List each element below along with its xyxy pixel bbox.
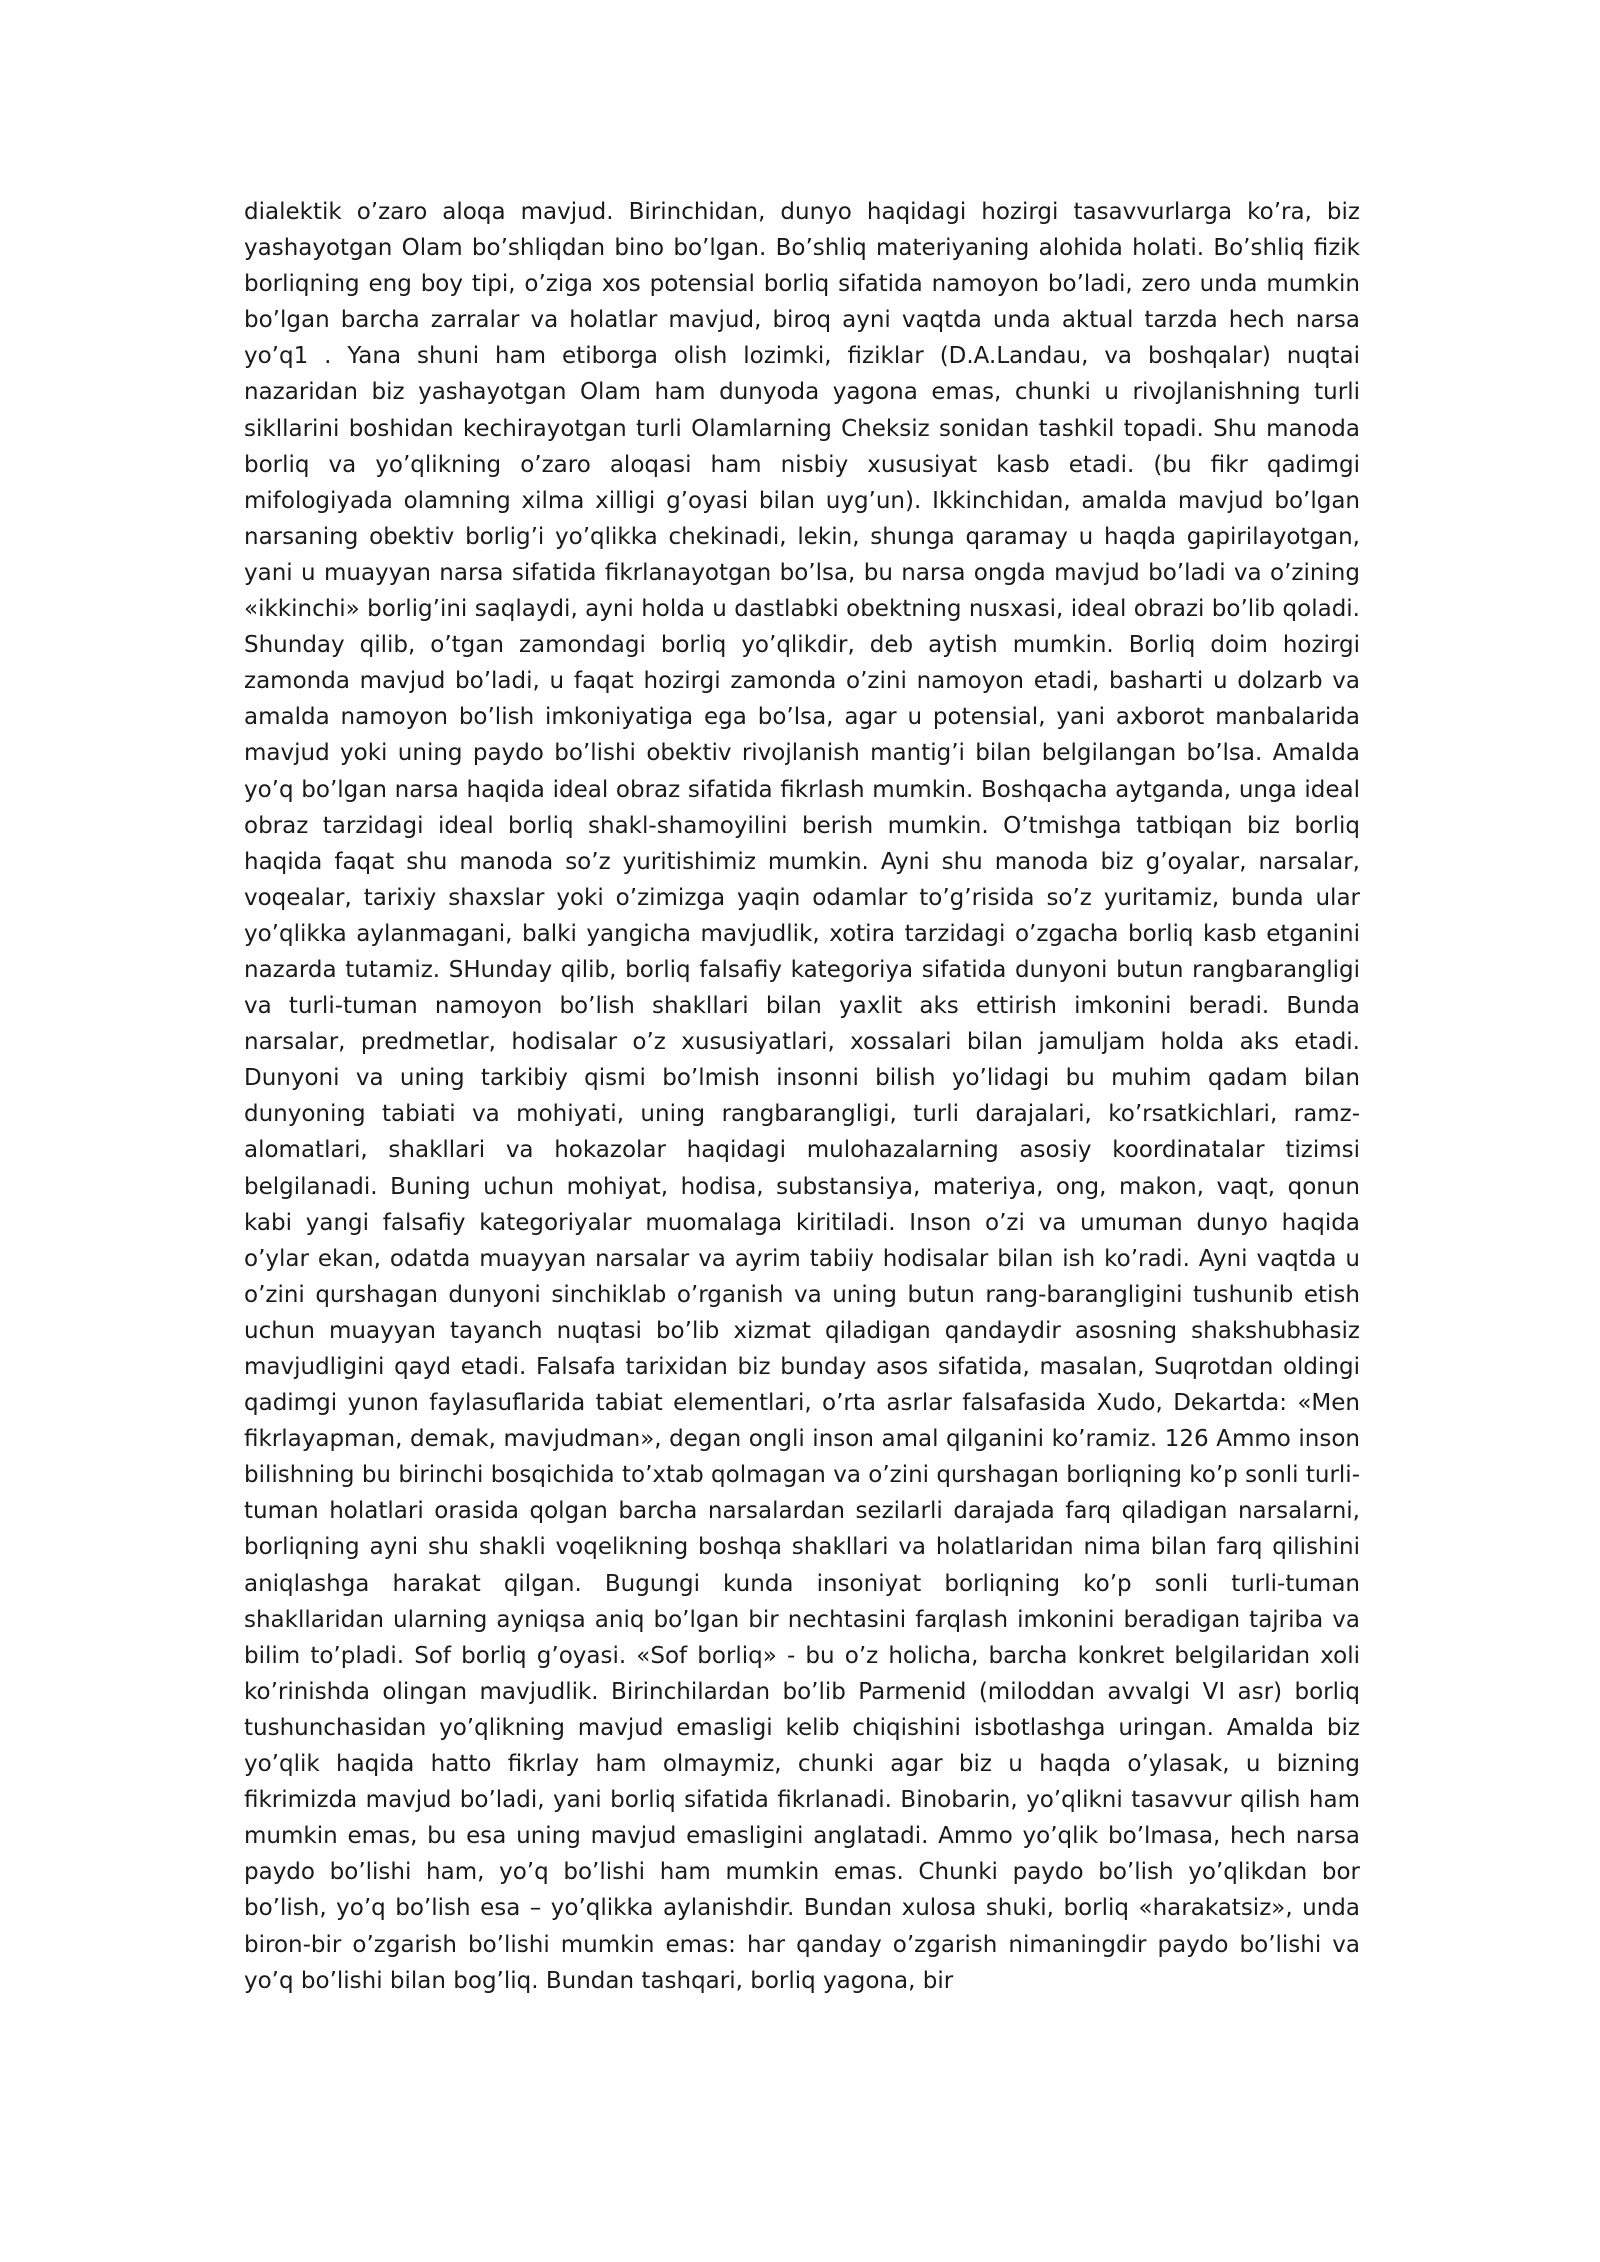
body-paragraph: dialektik o’zaro aloqa mavjud. Birinchidan, dunyo haqidagi hozirgi tasavvurlarga ko’ra, biz yashayotgan Olam bo’shliqdan bino bo’lgan. Bo’shliq materiyaning alohida holati. Bo’shliq fizik borliqning eng boy tipi, o’ziga xos potensial borliq sifatida namoyon bo’ladi, zero unda mumkin bo’lgan barcha zarralar va holatlar mavjud, biroq ayni vaqtda unda aktual tarzda hech narsa yo’q1 . Yana shuni ham etiborga olish lozimki, fiziklar (D.A.Landau, va boshqalar) nuqtai nazaridan biz yashayotgan Olam ham dunyoda yagona emas, chunki u rivojlanishning turli sikllarini boshidan kechirayotgan turli Olamlarning Cheksiz sonidan tashkil topadi. Shu manoda borliq va yo’qlikning o’zaro aloqasi ham nisbiy xususiyat kasb etadi. (bu fikr qadimgi mifologiyada olamning xilma xilligi g’oyasi bilan uyg’un). Ikkinchidan, amalda mavjud bo’lgan narsaning obektiv borlig’i yo’qlikka chekinadi, lekin, shunga qaramay u haqda gapirilayotgan, yani u muayyan narsa sifatida fikrlanayotgan bo’lsa, bu narsa ongda mavjud bo’ladi va o’zining «ikkinchi» borlig’ini saqlaydi, ayni holda u dastlabki obektning nusxasi, ideal obrazi bo’lib qoladi. Shunday qilib, o’tgan zamondagi borliq yo’qlikdir, deb aytish mumkin. Borliq doim hozirgi zamonda mavjud bo’ladi, u faqat hozirgi zamonda o’zini namoyon etadi, basharti u dolzarb va amalda namoyon bo’lish imkoniyatiga ega bo’lsa, agar u potensial, yani axborot manbalarida mavjud yoki uning paydo bo’lishi obektiv rivojlanish mantig’i bilan belgilangan bo’lsa. Amalda yo’q bo’lgan narsa haqida ideal obraz sifatida fikrlash mumkin. Boshqacha aytganda, unga ideal obraz tarzidagi ideal borliq shakl-shamoyilini berish mumkin. O’tmishga tatbiqan biz borliq haqida faqat shu manoda so’z yuritishimiz mumkin. Ayni shu manoda biz g’oyalar, narsalar, voqealar, tarixiy shaxslar yoki o’zimizga yaqin odamlar to’g’risida so’z yuritamiz, bunda ular yo’qlikka aylanmagani, balki yangicha mavjudlik, xotira tarzidagi o’zgacha borliq kasb etganini nazarda tutamiz. SHunday qilib, borliq falsafiy kategoriya sifatida dunyoni butun rangbarangligi va turli-tuman namoyon bo’lish shakllari bilan yaxlit aks ettirish imkonini beradi. Bunda narsalar, predmetlar, hodisalar o’z xususiyatlari, xossalari bilan jamuljam holda aks etadi. Dunyoni va uning tarkibiy qismi bo’lmish insonni bilish yo’lidagi bu muhim qadam bilan dunyoning tabiati va mohiyati, uning rangbarangligi, turli darajalari, ko’rsatkichlari, ramz-alomatlari, shakllari va hokazolar haqidagi mulohazalarning asosiy koordinatalar tizimsi belgilanadi. Buning uchun mohiyat, hodisa, substansiya, materiya, ong, makon, vaqt, qonun kabi yangi falsafiy kategoriyalar muomalaga kiritiladi. Inson o’zi va umuman dunyo haqida o’ylar ekan, odatda muayyan narsalar va ayrim tabiiy hodisalar bilan ish ko’radi. Ayni vaqtda u o’zini qurshagan dunyoni sinchiklab o’rganish va uning butun rang-barangligini tushunib etish uchun muayyan tayanch nuqtasi bo’lib xizmat qiladigan qandaydir asosning shakshubhasiz mavjudligini qayd etadi. Falsafa tarixidan biz bunday asos sifatida, masalan, Suqrotdan oldingi qadimgi yunon faylasuflarida tabiat elementlari, o’rta asrlar falsafasida Xudo, Dekartda: «Men fikrlayapman, demak, mavjudman», degan ongli inson amal qilganini ko’ramiz. 126 Ammo inson bilishning bu birinchi bosqichida to’xtab qolmagan va o’zini qurshagan borliqning ko’p sonli turli-tuman holatlari orasida qolgan barcha narsalardan sezilarli darajada farq qiladigan narsalarni, borliqning ayni shu shakli voqelikning boshqa shakllari va holatlaridan nima bilan farq qilishini aniqlashga harakat qilgan. Bugungi kunda insoniyat borliqning ko’p sonli turli-tuman shakllaridan ularning ayniqsa aniq bo’lgan bir nechtasini farqlash imkonini beradigan tajriba va bilim to’pladi. Sof borliq g’oyasi. «Sof borliq» - bu o’z holicha, barcha konkret belgilaridan xoli ko’rinishda olingan mavjudlik. Birinchilardan bo’lib Parmenid (miloddan avvalgi VI asr) borliq tushunchasidan yo’qlikning mavjud emasligi kelib chiqishini isbotlashga uringan. Amalda biz yo’qlik haqida hatto fikrlay ham olmaymiz, chunki agar biz u haqda o’ylasak, u bizning fikrimizda mavjud bo’ladi, yani borliq sifatida fikrlanadi. Binobarin, yo’qlikni tasavvur qilish ham mumkin emas, bu esa uning mavjud emasligini anglatadi. Ammo yo’qlik bo’lmasa, hech narsa paydo bo’lishi ham, yo’q bo’lishi ham mumkin emas. Chunki paydo bo’lish yo’qlikdan bor bo’lish, yo’q bo’lish esa – yo’qlikka aylanishdir. Bundan xulosa shuki, borliq «harakatsiz», unda biron-bir o’zgarish bo’lishi mumkin emas: har qanday o’zgarish nimaningdir paydo bo’lishi va yo’q bo’lishi bilan bog’liq. Bundan tashqari, borliq yagona, bir (244, 199, 1360, 1994)
